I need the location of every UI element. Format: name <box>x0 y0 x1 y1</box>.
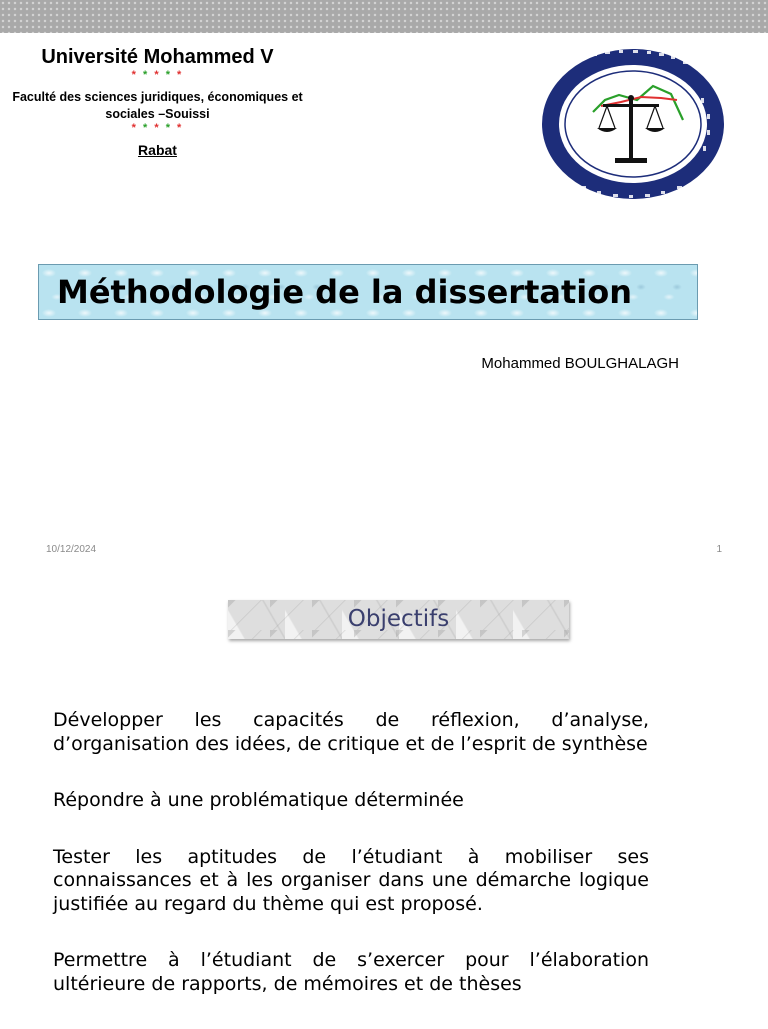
star: * <box>143 69 150 81</box>
university-header <box>0 44 315 158</box>
objectives-list <box>53 709 649 1029</box>
faculty-name: Faculté des sciences juridiques, économiques et sociales –Souissi <box>12 90 303 121</box>
faculty-seal-logo <box>541 48 725 200</box>
objective-item: Permettre à l’étudiant de s’exercer pour l’élaboration ultérieure de rapports, de mémoires et de thèses <box>53 949 649 995</box>
star: * <box>143 122 150 134</box>
stars-top <box>0 70 315 81</box>
objectives-heading: Objectifs <box>347 606 450 632</box>
star: * <box>131 69 138 81</box>
star: * <box>177 122 184 134</box>
objective-item: Tester les aptitudes de l’étudiant à mobiliser ses connaissances et à les organiser dans une démarche logique justifiée au regard du thème qui est proposé. <box>53 845 649 915</box>
stars-bottom <box>0 123 315 134</box>
objectives-heading-banner <box>228 600 569 639</box>
slide-date: 10/12/2024 <box>46 544 97 555</box>
star: * <box>165 69 172 81</box>
star: * <box>131 122 138 134</box>
star: * <box>165 122 172 134</box>
author-name: Mohammed BOULGHALAGH <box>481 355 679 372</box>
star: * <box>177 69 184 81</box>
objective-item: Développer les capacités de réflexion, d’analyse, d’organisation des idées, de critique et de l’esprit de synthèse <box>53 709 649 755</box>
presentation-title: Méthodologie de la dissertation <box>57 273 632 311</box>
title-banner <box>38 264 698 320</box>
page-number: 1 <box>716 544 722 555</box>
city-name: Rabat <box>138 142 177 158</box>
top-decorative-bar <box>0 0 768 33</box>
objective-item: Répondre à une problématique déterminée <box>53 789 464 811</box>
university-name: Université Mohammed V <box>41 46 274 68</box>
star: * <box>154 69 161 81</box>
star: * <box>154 122 161 134</box>
